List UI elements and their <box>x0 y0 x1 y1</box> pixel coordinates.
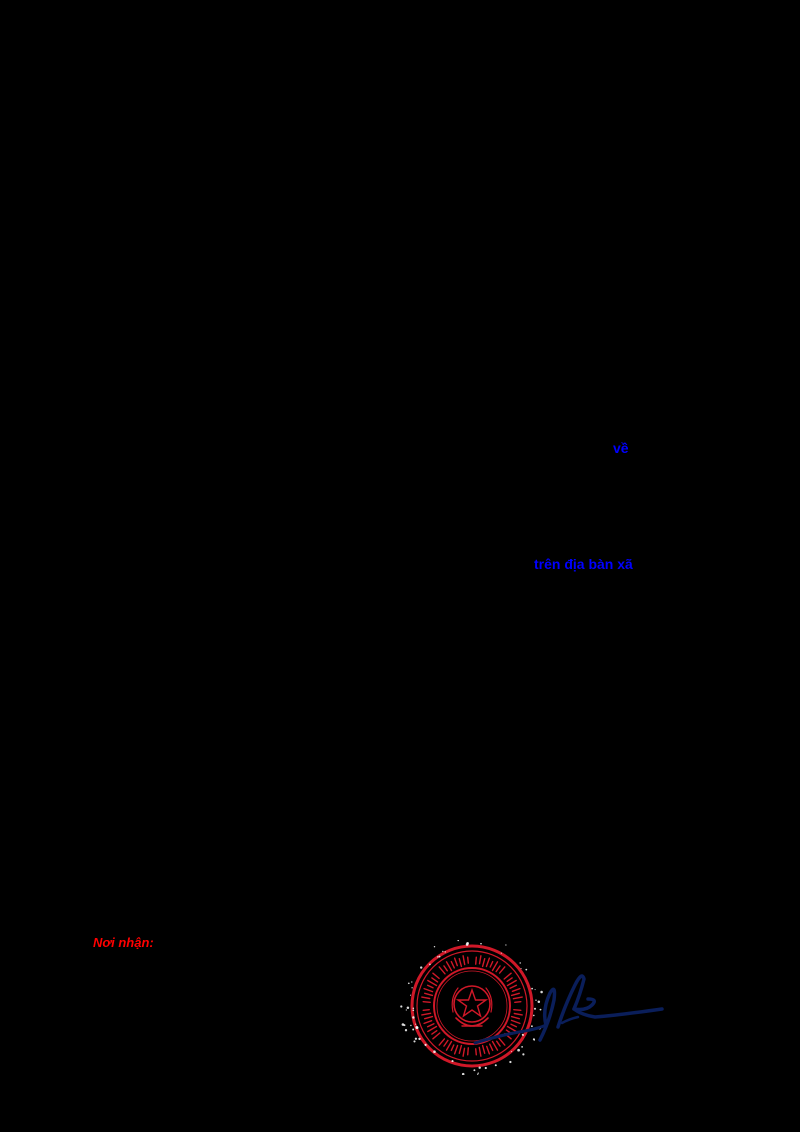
blue-text-fragment-dia-ban: trên địa bàn xã <box>534 556 633 572</box>
recipients-heading: Nơi nhận: <box>93 935 154 950</box>
blue-text-fragment-ve: về <box>613 440 629 456</box>
handwritten-signature <box>470 965 670 1050</box>
